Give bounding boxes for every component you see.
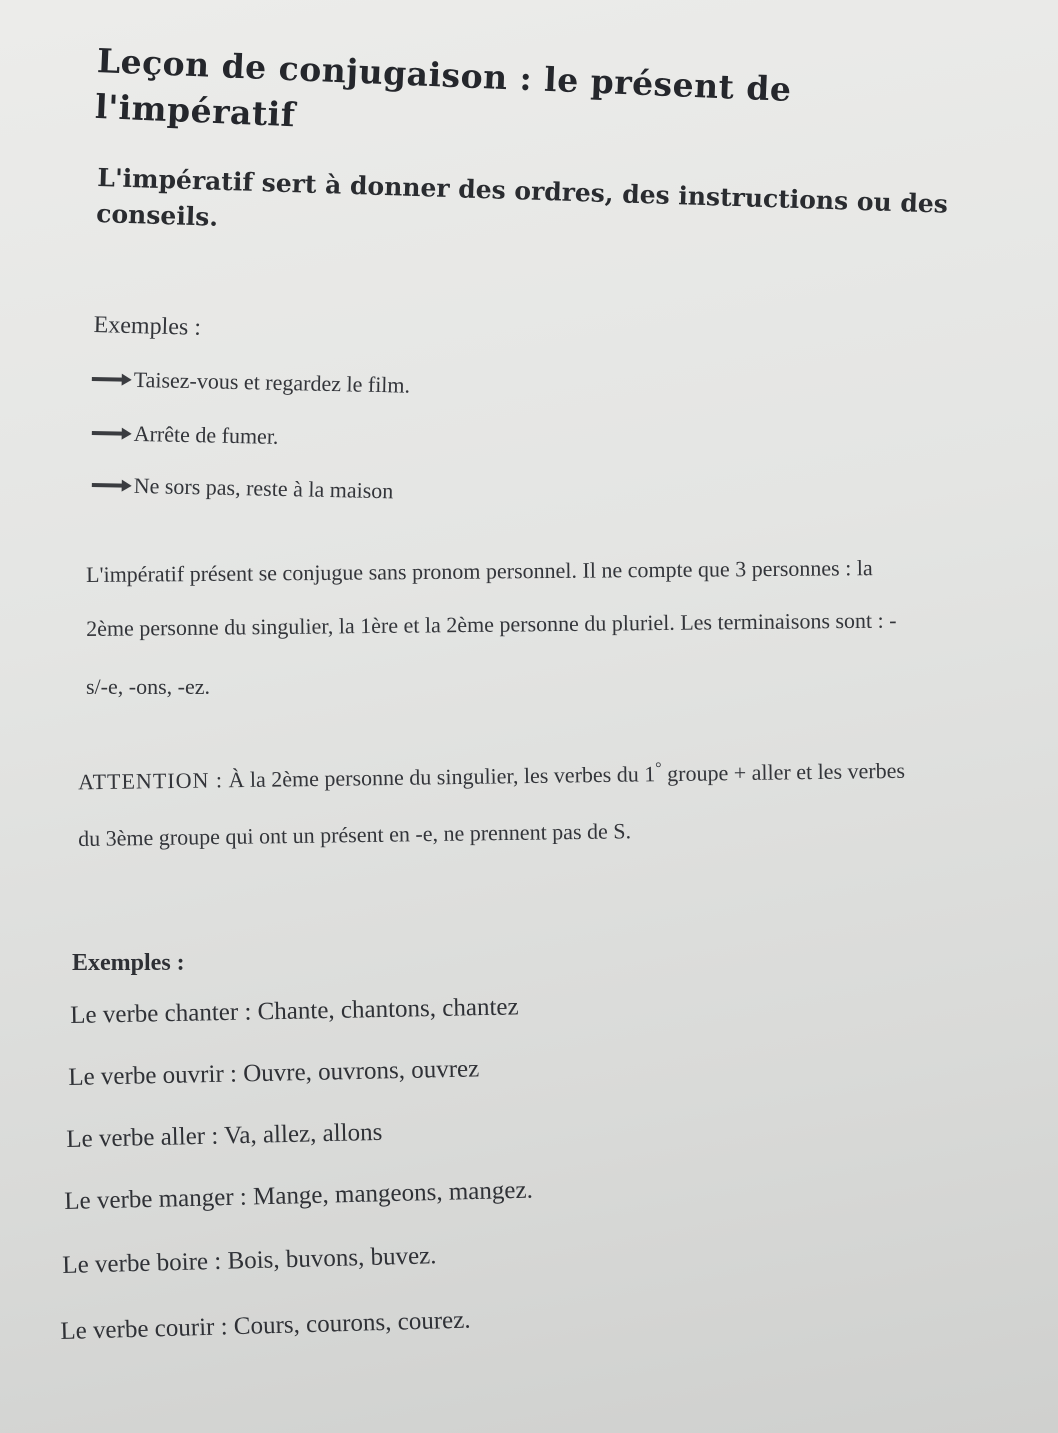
lesson-title: Leçon de conjugaison : le présent de l'impératif bbox=[94, 40, 793, 135]
verb-example: Le verbe courir : Cours, courons, courez. bbox=[60, 1306, 471, 1345]
attention-text-b: groupe + aller et les verbes bbox=[666, 757, 906, 787]
arrow-right-icon bbox=[92, 426, 132, 441]
verb-example: Le verbe boire : Bois, buvons, buvez. bbox=[62, 1242, 437, 1279]
example-text: Taisez-vous et regardez le film. bbox=[133, 366, 411, 398]
intro-text: L'impératif sert à donner des ordres, des instructions ou des conseils. bbox=[95, 162, 949, 232]
examples-label: Exemples : bbox=[93, 312, 202, 341]
attention-line-2: du 3ème groupe qui ont un présent en -e, ne prennent pas de S. bbox=[78, 818, 632, 851]
rule-line-2: 2ème personne du singulier, la 1ère et la 2ème personne du pluriel. Les terminaisons sont : - bbox=[86, 607, 897, 641]
attention-label: ATTENTION : bbox=[78, 767, 224, 795]
example-text: Arrête de fumer. bbox=[133, 420, 279, 449]
verb-example: Le verbe chanter : Chante, chantons, chantez bbox=[70, 993, 519, 1029]
arrow-right-icon bbox=[92, 372, 132, 387]
attention-text-a: À la 2ème personne du singulier, les verbes du 1 bbox=[228, 761, 656, 793]
verb-example: Le verbe aller : Va, allez, allons bbox=[66, 1118, 383, 1153]
example-item bbox=[91, 366, 410, 399]
verb-example: Le verbe manger : Mange, mangeons, mangez. bbox=[64, 1176, 534, 1215]
rule-line-1: L'impératif présent se conjugue sans pronom personnel. Il ne compte que 3 personnes : la bbox=[86, 555, 873, 587]
degree-sign: ° bbox=[655, 759, 662, 777]
verb-example: Le verbe ouvrir : Ouvre, ouvrons, ouvrez bbox=[68, 1055, 480, 1091]
examples-2-label: Exemples : bbox=[72, 950, 185, 976]
example-text: Ne sors pas, reste à la maison bbox=[133, 472, 394, 504]
attention-line-1 bbox=[78, 756, 905, 795]
rule-line-3: s/-e, -ons, -ez. bbox=[86, 674, 211, 699]
example-item bbox=[91, 420, 278, 450]
arrow-right-icon bbox=[92, 478, 132, 493]
example-item bbox=[91, 472, 393, 504]
